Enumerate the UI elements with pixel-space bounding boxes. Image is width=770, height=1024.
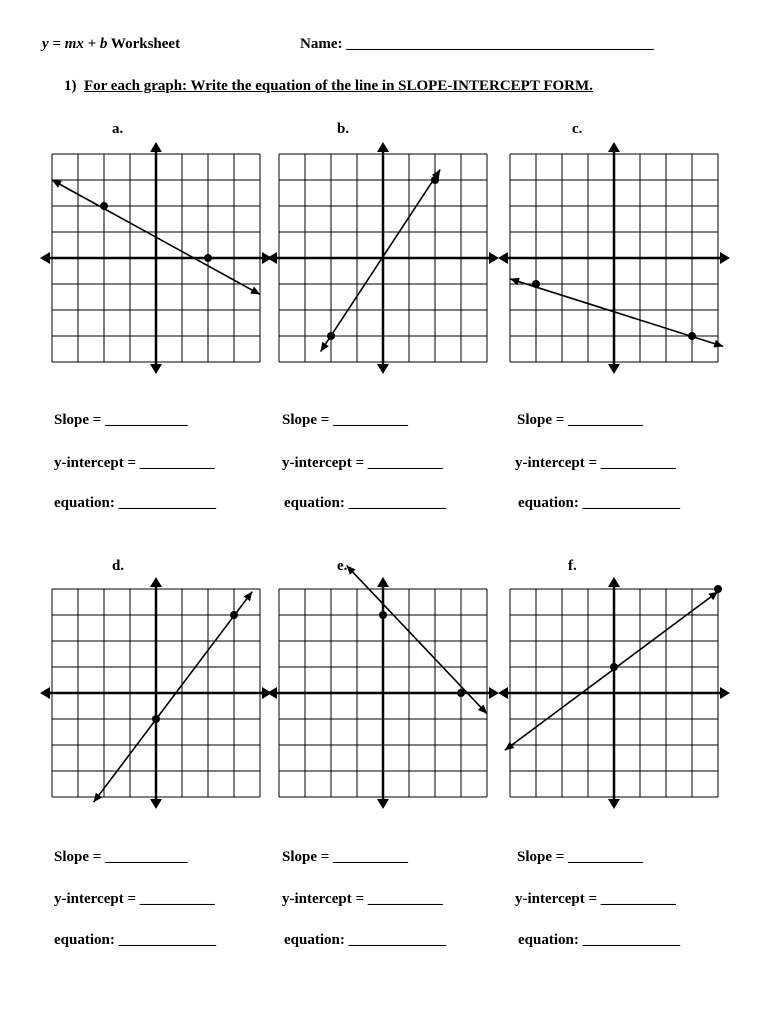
slope-blank-f[interactable]: Slope = __________ bbox=[517, 849, 644, 865]
y-axis-arrow-up bbox=[150, 577, 162, 587]
graph-e bbox=[279, 589, 487, 797]
x-axis-arrow-right bbox=[489, 252, 499, 264]
graph-label-f: f. bbox=[568, 558, 577, 574]
plotted-point bbox=[431, 176, 439, 184]
y-axis-arrow-down bbox=[150, 364, 162, 374]
graph-label-d: d. bbox=[112, 558, 125, 574]
x-axis-arrow-right bbox=[489, 687, 499, 699]
yint-blank-e[interactable]: y-intercept = __________ bbox=[282, 891, 443, 907]
y-axis-arrow-down bbox=[150, 799, 162, 809]
title-suffix: Worksheet bbox=[107, 36, 181, 52]
worksheet-title bbox=[42, 36, 180, 53]
equation-blank-b[interactable]: equation: _____________ bbox=[284, 495, 447, 511]
plotted-point bbox=[714, 585, 722, 593]
line-arrowhead bbox=[244, 592, 253, 602]
plotted-point bbox=[457, 689, 465, 697]
instruction-number: 1) bbox=[64, 78, 77, 94]
yint-blank-f[interactable]: y-intercept = __________ bbox=[515, 891, 676, 907]
yint-blank-a[interactable]: y-intercept = __________ bbox=[54, 455, 215, 471]
plotted-point bbox=[100, 202, 108, 210]
x-axis-arrow-left bbox=[498, 252, 508, 264]
x-axis-arrow-left bbox=[267, 687, 277, 699]
y-axis-arrow-down bbox=[608, 364, 620, 374]
y-axis-arrow-up bbox=[608, 577, 620, 587]
equation-blank-f[interactable]: equation: _____________ bbox=[518, 932, 681, 948]
instruction bbox=[64, 78, 593, 95]
graph-label-c: c. bbox=[572, 121, 583, 137]
line-arrowhead bbox=[94, 793, 103, 803]
slope-blank-e[interactable]: Slope = __________ bbox=[282, 849, 409, 865]
plotted-point bbox=[204, 254, 212, 262]
y-axis-arrow-up bbox=[377, 142, 389, 152]
line-arrowhead bbox=[321, 342, 329, 352]
graph-label-a: a. bbox=[112, 121, 124, 137]
x-axis-arrow-right bbox=[720, 252, 730, 264]
y-axis-arrow-down bbox=[377, 364, 389, 374]
title-equation: y = mx + b bbox=[42, 36, 108, 52]
plotted-point bbox=[532, 280, 540, 288]
line-arrowhead bbox=[505, 742, 515, 751]
plotted-point bbox=[688, 332, 696, 340]
plotted-point bbox=[152, 715, 160, 723]
graph-b bbox=[279, 154, 487, 362]
instruction-text: For each graph: Write the equation of the line in SLOPE-INTERCEPT FORM. bbox=[84, 78, 593, 94]
plotted-point bbox=[610, 663, 618, 671]
graph-f bbox=[510, 589, 718, 797]
y-axis-arrow-down bbox=[377, 799, 389, 809]
graph-a bbox=[52, 154, 260, 362]
slope-blank-a[interactable]: Slope = ___________ bbox=[54, 412, 188, 428]
slope-blank-c[interactable]: Slope = __________ bbox=[517, 412, 644, 428]
slope-blank-b[interactable]: Slope = __________ bbox=[282, 412, 409, 428]
line-arrowhead bbox=[708, 592, 718, 601]
yint-blank-d[interactable]: y-intercept = __________ bbox=[54, 891, 215, 907]
equation-blank-c[interactable]: equation: _____________ bbox=[518, 495, 681, 511]
equation-blank-a[interactable]: equation: _____________ bbox=[54, 495, 217, 511]
plotted-line bbox=[347, 566, 487, 714]
y-axis-arrow-up bbox=[377, 577, 389, 587]
equation-blank-e[interactable]: equation: _____________ bbox=[284, 932, 447, 948]
x-axis-arrow-left bbox=[40, 252, 50, 264]
yint-blank-b[interactable]: y-intercept = __________ bbox=[282, 455, 443, 471]
graph-label-b: b. bbox=[337, 121, 350, 137]
graph-c bbox=[510, 154, 718, 362]
graph-d bbox=[52, 589, 260, 797]
graph-label-e: e. bbox=[337, 558, 348, 574]
y-axis-arrow-down bbox=[608, 799, 620, 809]
equation-blank-d[interactable]: equation: _____________ bbox=[54, 932, 217, 948]
slope-blank-d[interactable]: Slope = ___________ bbox=[54, 849, 188, 865]
plotted-line bbox=[321, 170, 441, 352]
y-axis-arrow-up bbox=[150, 142, 162, 152]
x-axis-arrow-left bbox=[498, 687, 508, 699]
y-axis-arrow-up bbox=[608, 142, 620, 152]
yint-blank-c[interactable]: y-intercept = __________ bbox=[515, 455, 676, 471]
name-field[interactable]: Name: _________________________________________ bbox=[300, 36, 654, 52]
x-axis-arrow-right bbox=[720, 687, 730, 699]
plotted-point bbox=[230, 611, 238, 619]
x-axis-arrow-left bbox=[267, 252, 277, 264]
plotted-point bbox=[379, 611, 387, 619]
x-axis-arrow-left bbox=[40, 687, 50, 699]
plotted-point bbox=[327, 332, 335, 340]
